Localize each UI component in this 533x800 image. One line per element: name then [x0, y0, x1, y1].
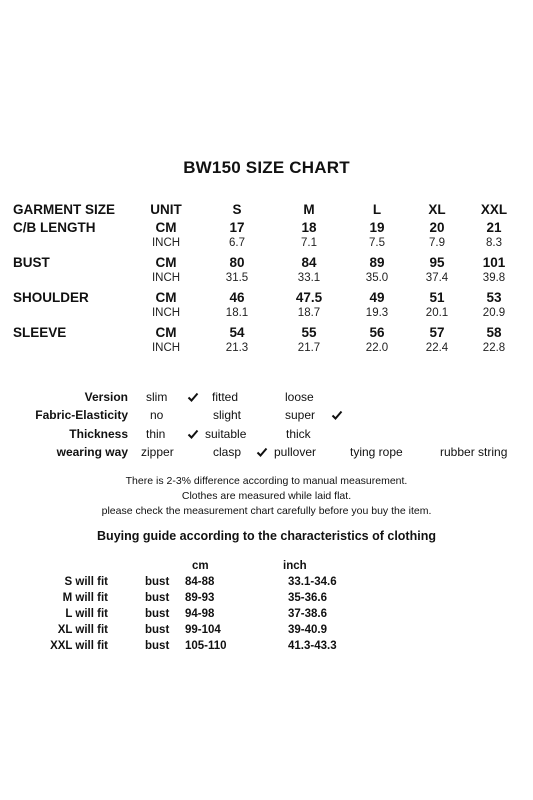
- guide-size: XL will fit: [57, 624, 108, 636]
- note-line: Clothes are measured while laid flat.: [181, 490, 352, 502]
- table-row: [13, 220, 523, 238]
- characteristic-thickness: [0, 427, 533, 445]
- table-row: [13, 255, 523, 273]
- characteristic-label: Version: [84, 390, 128, 404]
- value-cell: 6.7: [229, 237, 245, 249]
- option-fitted: fitted: [212, 390, 239, 404]
- value-cell: 22.0: [365, 342, 389, 354]
- value-cell: 7.9: [429, 237, 445, 249]
- option-tying-rope: tying rope: [350, 445, 403, 459]
- characteristic-wearing-way: [0, 445, 533, 463]
- guide-cm: 105-110: [185, 640, 227, 652]
- characteristic-label: wearing way: [56, 445, 128, 459]
- value-cell: 39.8: [482, 272, 506, 284]
- value-cell: 18.1: [225, 307, 249, 319]
- note-line: please check the measurement chart carefully before you buy the item.: [101, 505, 432, 517]
- value-cell: 7.1: [301, 237, 317, 249]
- option-slight: slight: [213, 408, 242, 422]
- measurement-notes: [0, 474, 533, 519]
- value-cell: 17: [229, 219, 245, 235]
- table-row: [13, 342, 523, 360]
- value-cell: 8.3: [486, 237, 502, 249]
- header-size-xl: XL: [428, 202, 446, 217]
- page-title: BW150 SIZE CHART: [183, 158, 350, 177]
- characteristic-version: [0, 390, 533, 408]
- option-clasp: clasp: [213, 445, 242, 459]
- value-cell: 22.8: [482, 342, 506, 354]
- value-cell: 53: [486, 289, 502, 305]
- value-cell: 21: [486, 219, 502, 235]
- table-row: [13, 272, 523, 290]
- value-cell: 84: [301, 254, 317, 270]
- row-label: SHOULDER: [13, 289, 89, 305]
- value-cell: 49: [369, 289, 385, 305]
- unit-cell: INCH: [151, 237, 181, 249]
- value-cell: 31.5: [225, 272, 249, 284]
- guide-size: XXL will fit: [50, 640, 108, 652]
- value-cell: 20.1: [425, 307, 449, 319]
- characteristic-label: Thickness: [69, 427, 128, 441]
- value-cell: 7.5: [369, 237, 385, 249]
- guide-size: S will fit: [64, 576, 108, 588]
- row-label: SLEEVE: [13, 324, 67, 340]
- option-zipper: zipper: [141, 445, 174, 459]
- guide-cm: 94-98: [185, 608, 215, 620]
- option-loose: loose: [285, 390, 314, 404]
- guide-row: [0, 608, 533, 624]
- size-table-header: [13, 202, 523, 220]
- unit-cell: INCH: [151, 272, 181, 284]
- characteristic-fabric-elasticity: [0, 408, 533, 426]
- value-cell: 18.7: [297, 307, 321, 319]
- size-table: [13, 202, 523, 360]
- value-cell: 37.4: [425, 272, 449, 284]
- guide-part: bust: [145, 624, 170, 636]
- header-size-s: S: [232, 202, 242, 217]
- guide-size: M will fit: [62, 592, 108, 604]
- value-cell: 57: [429, 324, 445, 340]
- guide-row: [0, 576, 533, 592]
- value-cell: 20: [429, 219, 445, 235]
- value-cell: 20.9: [482, 307, 506, 319]
- option-no: no: [150, 408, 164, 422]
- guide-row: [0, 624, 533, 640]
- header-garment-size: GARMENT SIZE: [13, 202, 116, 217]
- check-icon: [187, 428, 199, 440]
- value-cell: 89: [369, 254, 385, 270]
- option-thick: thick: [286, 427, 311, 441]
- header-size-m: M: [303, 202, 315, 217]
- value-cell: 56: [369, 324, 385, 340]
- value-cell: 35.0: [365, 272, 389, 284]
- value-cell: 19: [369, 219, 385, 235]
- option-pullover: pullover: [274, 445, 317, 459]
- value-cell: 18: [301, 219, 317, 235]
- value-cell: 51: [429, 289, 445, 305]
- option-suitable: suitable: [205, 427, 247, 441]
- guide-row: [0, 592, 533, 608]
- value-cell: 22.4: [425, 342, 449, 354]
- guide-cm: 99-104: [185, 624, 221, 636]
- option-slim: slim: [146, 390, 168, 404]
- buying-guide-title: Buying guide according to the characteristics of clothing: [97, 529, 436, 543]
- row-label: BUST: [13, 254, 50, 270]
- guide-header-inch: inch: [283, 560, 307, 572]
- option-super: super: [285, 408, 316, 422]
- guide-cm: 89-93: [185, 592, 215, 604]
- guide-size: L will fit: [65, 608, 108, 620]
- guide-inch: 33.1-34.6: [288, 576, 337, 588]
- table-row: [13, 237, 523, 255]
- guide-part: bust: [145, 640, 170, 652]
- value-cell: 58: [486, 324, 502, 340]
- unit-cell: INCH: [151, 342, 181, 354]
- guide-cm: 84-88: [185, 576, 215, 588]
- unit-cell: CM: [155, 324, 177, 340]
- guide-inch: 39-40.9: [288, 624, 328, 636]
- table-row: [13, 307, 523, 325]
- unit-cell: INCH: [151, 307, 181, 319]
- option-thin: thin: [146, 427, 166, 441]
- unit-cell: CM: [155, 219, 177, 235]
- guide-inch: 41.3-43.3: [288, 640, 337, 652]
- header-size-xxl: XXL: [480, 202, 508, 217]
- guide-header-cm: cm: [192, 560, 209, 572]
- value-cell: 47.5: [295, 289, 323, 305]
- table-row: [13, 290, 523, 308]
- table-row: [13, 325, 523, 343]
- value-cell: 80: [229, 254, 245, 270]
- value-cell: 54: [229, 324, 245, 340]
- note-line: There is 2-3% difference according to manual measurement.: [125, 475, 408, 487]
- unit-cell: CM: [155, 289, 177, 305]
- guide-part: bust: [145, 592, 170, 604]
- value-cell: 21.3: [225, 342, 249, 354]
- guide-row: [0, 640, 533, 656]
- row-label: C/B LENGTH: [13, 219, 96, 235]
- guide-part: bust: [145, 576, 170, 588]
- guide-inch: 35-36.6: [288, 592, 328, 604]
- value-cell: 46: [229, 289, 245, 305]
- value-cell: 21.7: [297, 342, 321, 354]
- value-cell: 55: [301, 324, 317, 340]
- unit-cell: CM: [155, 254, 177, 270]
- guide-part: bust: [145, 608, 170, 620]
- check-icon: [256, 446, 268, 458]
- characteristic-label: Fabric-Elasticity: [35, 408, 128, 422]
- header-size-l: L: [372, 202, 382, 217]
- check-icon: [331, 409, 343, 421]
- header-unit: UNIT: [150, 202, 182, 217]
- check-icon: [187, 391, 199, 403]
- value-cell: 19.3: [365, 307, 389, 319]
- value-cell: 95: [429, 254, 445, 270]
- value-cell: 33.1: [297, 272, 321, 284]
- guide-inch: 37-38.6: [288, 608, 328, 620]
- option-rubber-string: rubber string: [440, 445, 508, 459]
- value-cell: 101: [482, 254, 506, 270]
